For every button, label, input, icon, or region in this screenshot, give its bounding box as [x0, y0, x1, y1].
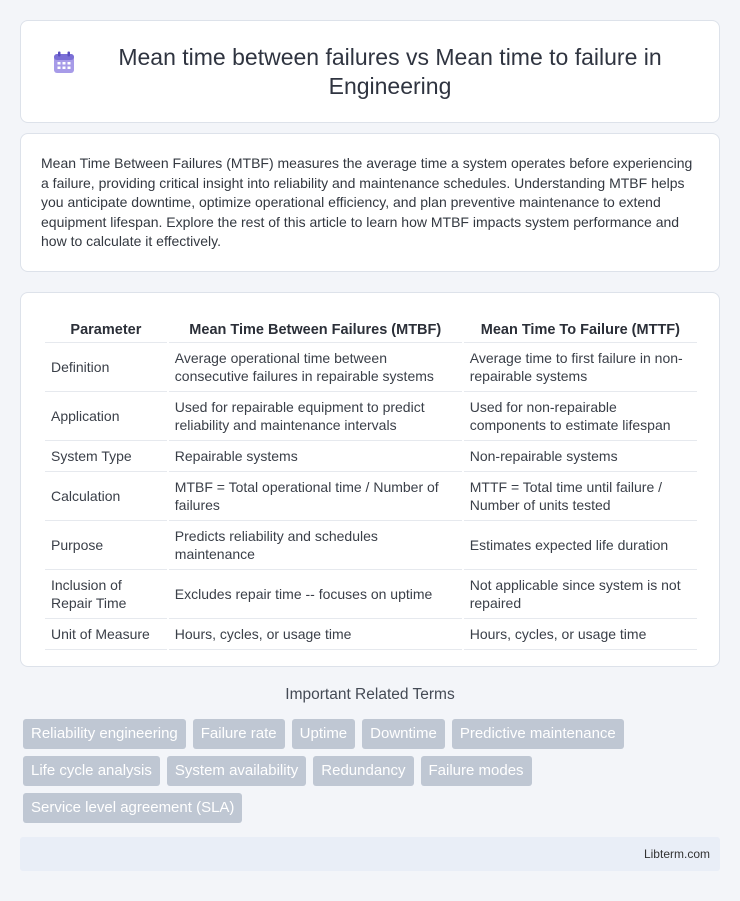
comparison-table-card [20, 292, 720, 667]
tag-row [23, 756, 723, 786]
table-row [45, 441, 697, 472]
table-row [45, 472, 697, 521]
row-label: System Type [45, 441, 167, 472]
mttf-cell: Used for non-repairable components to estimate lifespan [464, 392, 697, 441]
tag-downtime[interactable]: Downtime [362, 719, 445, 749]
tag-failure-rate[interactable]: Failure rate [193, 719, 285, 749]
row-label: Definition [45, 343, 167, 392]
mttf-cell: Average time to first failure in non-repairable systems [464, 343, 697, 392]
tag-system-availability[interactable]: System availability [167, 756, 306, 786]
row-label: Calculation [45, 472, 167, 521]
intro-card [20, 133, 720, 272]
tag-row [23, 793, 723, 823]
comparison-table [43, 313, 699, 650]
mttf-cell: MTTF = Total time until failure / Number of units tested [464, 472, 697, 521]
header-parameter: Parameter [45, 313, 167, 343]
table-row [45, 619, 697, 650]
mttf-cell: Estimates expected life duration [464, 521, 697, 570]
tag-row [23, 719, 723, 749]
mttf-cell: Non-repairable systems [464, 441, 697, 472]
footer-site-link[interactable]: Libterm.com [643, 847, 710, 861]
calendar-icon [51, 63, 77, 81]
related-terms-heading: Important Related Terms [285, 686, 455, 703]
row-label: Application [45, 392, 167, 441]
table-row [45, 521, 697, 570]
table-row [45, 570, 697, 619]
mttf-cell: Hours, cycles, or usage time [464, 619, 697, 650]
mtbf-cell: Hours, cycles, or usage time [169, 619, 462, 650]
tag-reliability-engineering[interactable]: Reliability engineering [23, 719, 186, 749]
table-header-row [45, 313, 697, 343]
header-card [20, 20, 720, 123]
mttf-cell: Not applicable since system is not repaired [464, 570, 697, 619]
related-terms-tags [23, 719, 723, 830]
tag-life-cycle-analysis[interactable]: Life cycle analysis [23, 756, 160, 786]
mtbf-cell: Predicts reliability and schedules maintenance [169, 521, 462, 570]
header-mtbf: Mean Time Between Failures (MTBF) [169, 313, 462, 343]
tag-service-level-agreement[interactable]: Service level agreement (SLA) [23, 793, 242, 823]
mtbf-cell: Repairable systems [169, 441, 462, 472]
page-title: Mean time between failures vs Mean time to failure in Engineering [118, 43, 662, 99]
tag-predictive-maintenance[interactable]: Predictive maintenance [452, 719, 624, 749]
tag-uptime[interactable]: Uptime [292, 719, 356, 749]
table-row [45, 392, 697, 441]
header-mttf: Mean Time To Failure (MTTF) [464, 313, 697, 343]
footer [20, 837, 720, 871]
mtbf-cell: Average operational time between consecutive failures in repairable systems [169, 343, 462, 392]
table-row [45, 343, 697, 392]
header [51, 43, 689, 101]
tag-failure-modes[interactable]: Failure modes [421, 756, 532, 786]
row-label: Purpose [45, 521, 167, 570]
mtbf-cell: Excludes repair time -- focuses on uptime [169, 570, 462, 619]
row-label: Unit of Measure [45, 619, 167, 650]
tag-redundancy[interactable]: Redundancy [313, 756, 413, 786]
intro-paragraph: Mean Time Between Failures (MTBF) measures the average time a system operates before experiencing a failure, providing critical insight into reliability and maintenance schedules. Understanding MTBF helps you anticipate downtime, optimize operational efficiency, and plan preventive maintenance to extend equipment lifespan. Explore the rest of this article to learn how MTBF impacts system performance and how to calculate it effectively. [41, 155, 693, 250]
mtbf-cell: MTBF = Total operational time / Number of failures [169, 472, 462, 521]
mtbf-cell: Used for repairable equipment to predict reliability and maintenance intervals [169, 392, 462, 441]
row-label: Inclusion of Repair Time [45, 570, 167, 619]
